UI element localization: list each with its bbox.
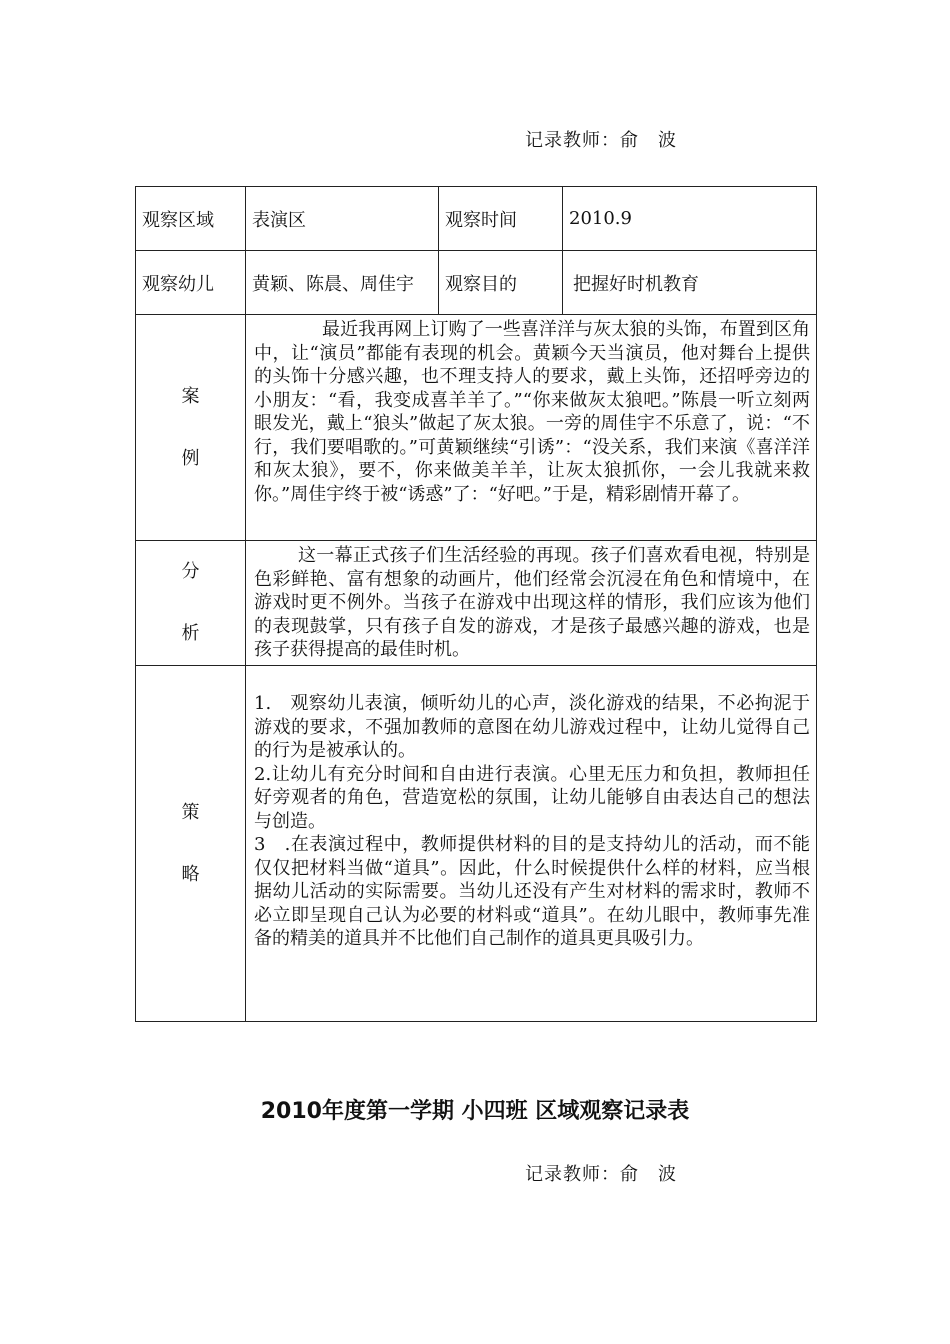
analysis-label-char: 分 <box>181 561 200 582</box>
area-label: 观察区域 <box>136 187 246 251</box>
purpose-value: 把握好时机教育 <box>563 251 817 315</box>
strategy-item-1: 1. 观察幼儿表演，倾听幼儿的心声，淡化游戏的结果，不必拘泥于游戏的要求，不强加教师的意图在幼儿游戏过程中，让幼儿觉得自己的行为是被承认的。 <box>254 693 810 761</box>
children-value: 黄颖、陈晨、周佳宇 <box>246 251 439 315</box>
table-row <box>136 187 817 251</box>
case-text: 最近我再网上订购了一些喜洋洋与灰太狼的头饰，布置到区角中，让“演员”都能有表现的机会。黄颖今天当演员，他对舞台上提供的头饰十分感兴趣，也不理支持人的要求，戴上头饰，还招呼旁边的小朋友：“看，我变成喜羊羊了。”“你来做灰太狼吧。”陈晨一听立刻两眼发光，戴上“狼头”做起了灰太狼。一旁的周佳宇不乐意了，说：“不行，我们要唱歌的。”可黄颖继续“引诱”：“没关系，我们来演《喜洋洋和灰太狼》，要不，你来做美羊羊，让灰太狼抓你，一会儿我就来救你。”周佳宇终于被“诱惑”了：“好吧。”于是，精彩剧情开幕了。 <box>254 319 810 505</box>
case-content <box>246 315 817 541</box>
strategy-label <box>136 666 246 1022</box>
document-title: 2010年度第一学期 小四班 区域观察记录表 <box>260 1099 690 1124</box>
purpose-label: 观察目的 <box>439 251 563 315</box>
area-value: 表演区 <box>246 187 439 251</box>
recorder-teacher: 记录教师：俞 波 <box>525 1164 677 1185</box>
case-label-char: 案 <box>181 385 200 407</box>
strategy-label-char: 略 <box>181 863 200 885</box>
time-label: 观察时间 <box>439 187 563 251</box>
time-value: 2010.9 <box>563 187 817 251</box>
strategy-item-2: 2.让幼儿有充分时间和自由进行表演。心里无压力和负担，教师担任好旁观者的角色，营造宽松的氛围，让幼儿能够自由表达自己的想法与创造。 <box>254 763 810 832</box>
case-row <box>136 315 817 541</box>
analysis-content <box>246 541 817 666</box>
children-label: 观察幼儿 <box>136 251 246 315</box>
case-label <box>136 315 246 541</box>
analysis-label <box>136 541 246 666</box>
strategy-content <box>246 666 817 1022</box>
recorder-teacher: 记录教师：俞 波 <box>525 130 677 151</box>
table-row <box>136 251 817 315</box>
analysis-label-char: 析 <box>181 623 200 644</box>
strategy-row <box>136 666 817 1022</box>
observation-table <box>135 186 817 1022</box>
strategy-item-3: 3 .在表演过程中，教师提供材料的目的是支持幼儿的活动，而不能仅仅把材料当做“道具”。因此，什么时候提供什么样的材料，应当根据幼儿活动的实际需要。当幼儿还没有产生对材料的需求时，教师不必立即呈现自己认为必要的材料或“道具”。在幼儿眼中，教师事先准备的精美的道具并不比他们自己制作的道具更具吸引力。 <box>254 834 810 949</box>
case-label-char: 例 <box>181 447 200 469</box>
analysis-row <box>136 541 817 666</box>
strategy-label-char: 策 <box>181 801 200 823</box>
analysis-text: 这一幕正式孩子们生活经验的再现。孩子们喜欢看电视，特别是色彩鲜艳、富有想象的动画片，他们经常会沉浸在角色和情境中，在游戏时更不例外。当孩子在游戏中出现这样的情形，我们应该为他们的表现鼓掌，只有孩子自发的游戏，才是孩子最感兴趣的游戏，也是孩子获得提高的最佳时机。 <box>254 545 810 660</box>
